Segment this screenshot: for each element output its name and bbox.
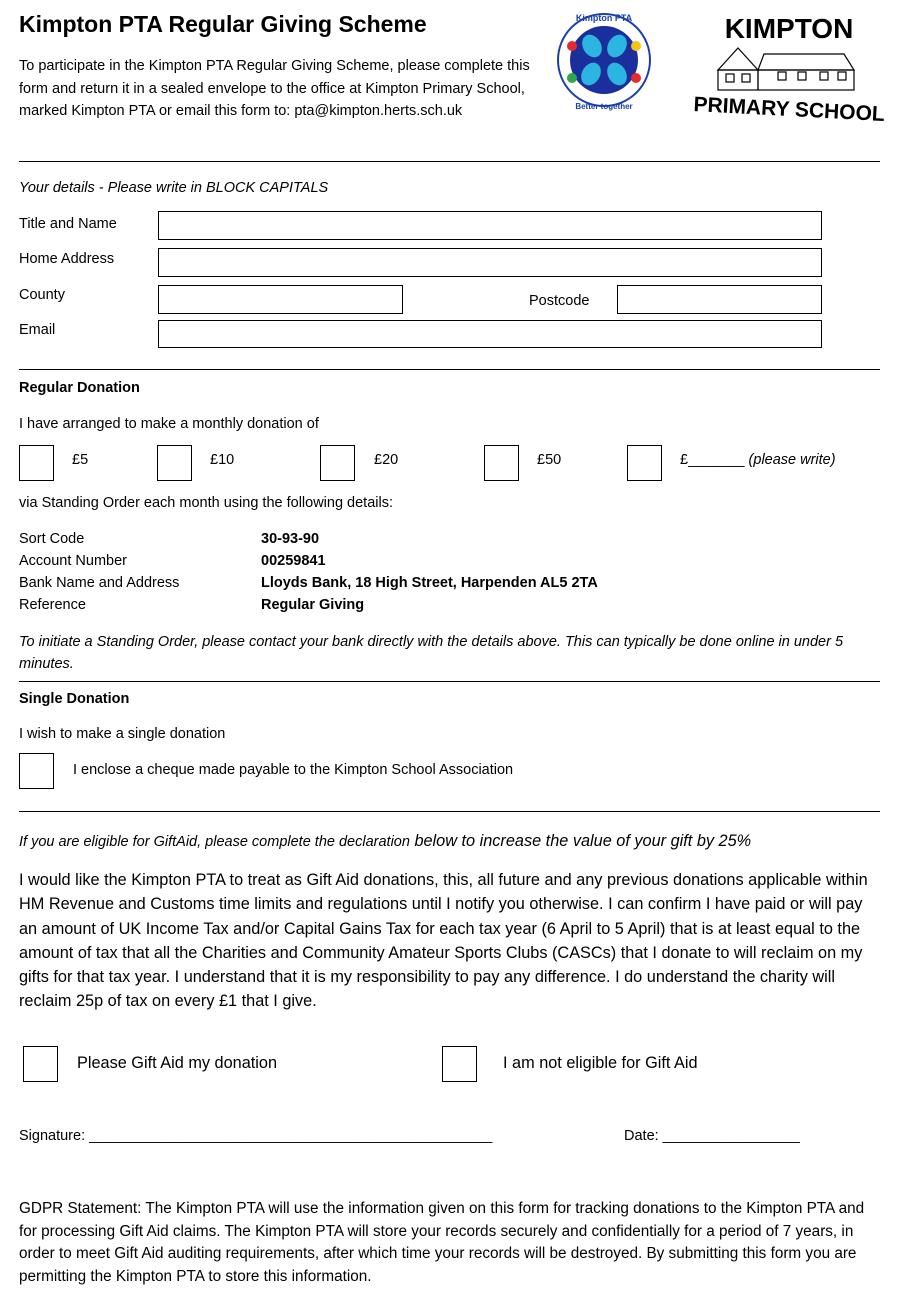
single-donation-heading: Single Donation [19, 691, 130, 707]
donation-5-checkbox[interactable] [19, 445, 54, 481]
account-number-label: Account Number [19, 553, 127, 569]
pta-logo-top-text: Kimpton PTA [575, 13, 633, 23]
details-heading: Your details - Please write in BLOCK CAPITALS [19, 180, 329, 196]
divider [19, 681, 880, 682]
hands-circle-logo [556, 8, 652, 114]
donation-10-label: £10 [210, 452, 235, 468]
postcode-label: Postcode [529, 293, 590, 309]
giftaid-no-checkbox[interactable] [442, 1046, 477, 1082]
donation-5-label: £5 [72, 452, 89, 468]
single-donation-intro: I wish to make a single donation [19, 726, 226, 742]
donation-20-label: £20 [374, 452, 399, 468]
divider [19, 161, 880, 162]
title-name-label: Title and Name [19, 216, 117, 232]
sort-code-value: 30-93-90 [261, 531, 320, 547]
county-field[interactable] [158, 285, 403, 314]
email-field[interactable] [158, 320, 822, 348]
account-number-value: 00259841 [261, 553, 326, 569]
sort-code-label: Sort Code [19, 531, 85, 547]
home-address-label: Home Address [19, 251, 115, 267]
donation-custom-checkbox[interactable] [627, 445, 662, 481]
reference-value: Regular Giving [261, 597, 365, 613]
date-line[interactable]: Date: _________________ [624, 1128, 800, 1144]
bank-name-label: Bank Name and Address [19, 575, 180, 591]
postcode-field[interactable] [617, 285, 822, 314]
donation-10-checkbox[interactable] [157, 445, 192, 481]
donation-20-checkbox[interactable] [320, 445, 355, 481]
donation-50-label: £50 [537, 452, 562, 468]
giftaid-yes-checkbox[interactable] [23, 1046, 58, 1082]
pta-logo-bottom-text: Better together [575, 102, 633, 111]
donation-custom-label [680, 451, 836, 469]
school-building-logo [694, 8, 884, 126]
regular-donation-heading: Regular Donation [19, 380, 140, 396]
donation-50-checkbox[interactable] [484, 445, 519, 481]
signature-line[interactable]: Signature: __________________________________________________ [19, 1128, 493, 1144]
form-title: Kimpton PTA Regular Giving Scheme [19, 11, 427, 37]
cheque-label: I enclose a cheque made payable to the Kimpton School Association [73, 762, 514, 778]
cheque-checkbox[interactable] [19, 753, 54, 789]
giftaid-intro-large: below to increase the value of your gift by 25% [409, 832, 752, 850]
giftaid-intro [19, 832, 751, 851]
giftaid-yes-label: Please Gift Aid my donation [77, 1054, 278, 1072]
giftaid-intro-small: If you are eligible for GiftAid, please complete the declaration [19, 834, 410, 850]
giftaid-declaration: I would like the Kimpton PTA to treat as Gift Aid donations, this, all future and any previous donations applicable within HM Revenue and Customs time limits and regulations until I notify you otherwise. I can confirm I have paid or will pay an amount of UK Income Tax and/or Capital Gains Tax for each tax year (6 April to 5 April) that is at least equal to the amount of tax that all the Charities and Community Amateur Sports Clubs (CASCs) that I donate to will reclaim on my gifts for that tax year. I understand that it is my responsibility to pay any difference. I do understand the charity will reclaim 25p of tax on every £1 that I give. [19, 871, 868, 1011]
divider [19, 811, 880, 812]
title-name-field[interactable] [158, 211, 822, 240]
reference-label: Reference [19, 597, 86, 613]
school-logo-line1: KIMPTON [724, 13, 854, 44]
bank-name-value: Lloyds Bank, 18 High Street, Harpenden AL5 2TA [261, 575, 598, 591]
donation-custom-amount: £_______ [680, 452, 745, 468]
standing-order-note: To initiate a Standing Order, please contact your bank directly with the details above. This can typically be done online in under 5 minutes. [19, 634, 844, 672]
giftaid-no-label: I am not eligible for Gift Aid [503, 1054, 698, 1072]
school-logo-line2: PRIMARY SCHOOL [694, 93, 884, 126]
home-address-field[interactable] [158, 248, 822, 277]
county-label: County [19, 287, 65, 303]
standing-order-text: via Standing Order each month using the following details: [19, 495, 393, 511]
intro-text: To participate in the Kimpton PTA Regular Giving Scheme, please complete this form and return it in a sealed envelope to the office at Kimpton Primary School, marked Kimpton PTA or email this form to: pta@kimpton.herts.sch.uk [19, 58, 530, 119]
regular-donation-intro: I have arranged to make a monthly donation of [19, 416, 319, 432]
gdpr-statement: GDPR Statement: The Kimpton PTA will use the information given on this form for tracking donations to the Kimpton PTA and for processing Gift Aid claims. The Kimpton PTA will store your records securely and confidentially for a period of 7 years, in order to meet Gift Aid auditing requirements, after which time your records will be destroyed. By submitting this form you are permitting the Kimpton PTA to store this information. [19, 1200, 865, 1285]
donation-custom-note: (please write) [748, 452, 836, 468]
divider [19, 369, 880, 370]
email-label: Email [19, 322, 56, 338]
